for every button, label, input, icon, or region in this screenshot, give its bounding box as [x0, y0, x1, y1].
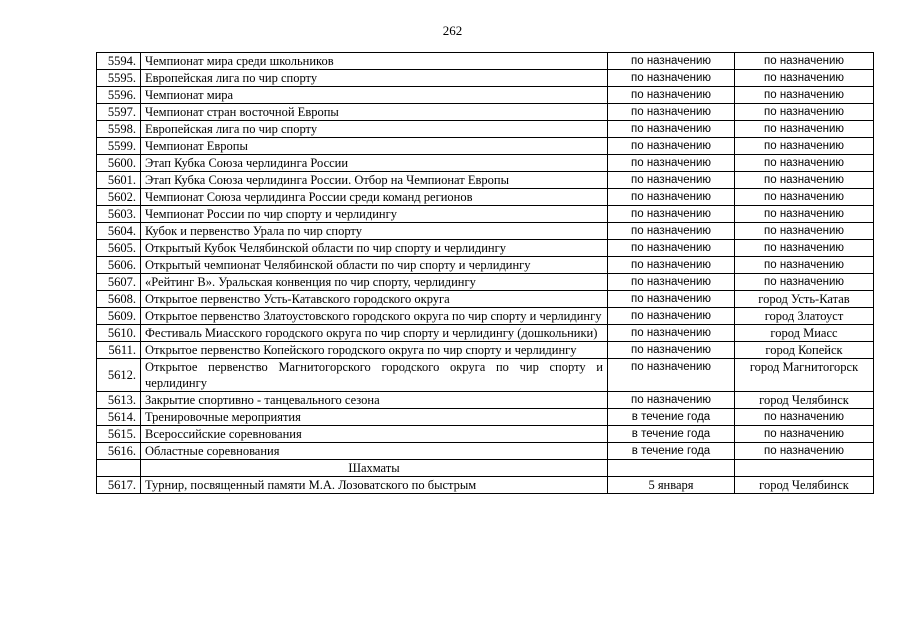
table-row — [97, 223, 874, 240]
event-name: Европейская лига по чир спорту — [141, 70, 608, 87]
table-row — [97, 409, 874, 426]
event-place: город Магнитогорск — [735, 359, 874, 392]
event-date-empty — [608, 460, 735, 477]
event-place: по назначению — [735, 70, 874, 87]
event-date: по назначению — [608, 325, 735, 342]
row-number: 5595. — [97, 70, 141, 87]
row-number: 5594. — [97, 53, 141, 70]
event-date: по назначению — [608, 53, 735, 70]
event-place: по назначению — [735, 240, 874, 257]
table-row — [97, 426, 874, 443]
event-place: по назначению — [735, 138, 874, 155]
event-date: по назначению — [608, 70, 735, 87]
section-title: Шахматы — [141, 460, 608, 477]
row-number-empty — [97, 460, 141, 477]
row-number: 5608. — [97, 291, 141, 308]
row-number: 5610. — [97, 325, 141, 342]
event-date: в течение года — [608, 426, 735, 443]
event-date: по назначению — [608, 206, 735, 223]
event-date: по назначению — [608, 392, 735, 409]
event-place: город Копейск — [735, 342, 874, 359]
section-row — [97, 460, 874, 477]
events-table — [96, 52, 874, 494]
event-name: Европейская лига по чир спорту — [141, 121, 608, 138]
row-number: 5616. — [97, 443, 141, 460]
row-number: 5603. — [97, 206, 141, 223]
event-name: Открытое первенство Усть-Катавского городского округа — [141, 291, 608, 308]
event-place: по назначению — [735, 53, 874, 70]
row-number: 5597. — [97, 104, 141, 121]
page-number: 262 — [442, 23, 463, 38]
row-number: 5617. — [97, 477, 141, 494]
event-date: в течение года — [608, 409, 735, 426]
row-number: 5613. — [97, 392, 141, 409]
row-number: 5611. — [97, 342, 141, 359]
event-place: город Челябинск — [735, 477, 874, 494]
row-number: 5614. — [97, 409, 141, 426]
event-name: Чемпионат Европы — [141, 138, 608, 155]
table-row — [97, 53, 874, 70]
table-row — [97, 155, 874, 172]
event-date: по назначению — [608, 87, 735, 104]
event-name: Чемпионат Союза черлидинга России среди команд регионов — [141, 189, 608, 206]
event-place: по назначению — [735, 121, 874, 138]
event-place: город Миасс — [735, 325, 874, 342]
event-name: Областные соревнования — [141, 443, 608, 460]
event-place: по назначению — [735, 443, 874, 460]
event-name: Всероссийские соревнования — [141, 426, 608, 443]
table-row — [97, 138, 874, 155]
event-name: Чемпионат мира — [141, 87, 608, 104]
event-date: по назначению — [608, 291, 735, 308]
event-place-empty — [735, 460, 874, 477]
event-date: по назначению — [608, 104, 735, 121]
event-place: по назначению — [735, 274, 874, 291]
event-date: по назначению — [608, 138, 735, 155]
table-row — [97, 308, 874, 325]
event-place: по назначению — [735, 426, 874, 443]
event-name: «Рейтинг В». Уральская конвенция по чир спорту, черлидингу — [141, 274, 608, 291]
row-number: 5600. — [97, 155, 141, 172]
event-date: по назначению — [608, 223, 735, 240]
event-place: по назначению — [735, 87, 874, 104]
row-number: 5607. — [97, 274, 141, 291]
event-name: Чемпионат стран восточной Европы — [141, 104, 608, 121]
event-date: по назначению — [608, 257, 735, 274]
row-number: 5601. — [97, 172, 141, 189]
event-name: Открытое первенство Магнитогорского городского округа по чир спорту и черлидингу — [141, 359, 608, 392]
event-place: по назначению — [735, 172, 874, 189]
event-name: Кубок и первенство Урала по чир спорту — [141, 223, 608, 240]
row-number: 5612. — [97, 359, 141, 392]
table-row — [97, 274, 874, 291]
row-number: 5605. — [97, 240, 141, 257]
table-row — [97, 172, 874, 189]
event-date: по назначению — [608, 189, 735, 206]
table-row — [97, 359, 874, 392]
event-name: Открытый Кубок Челябинской области по чир спорту и черлидингу — [141, 240, 608, 257]
row-number: 5615. — [97, 426, 141, 443]
event-place: по назначению — [735, 257, 874, 274]
event-date: по назначению — [608, 359, 735, 392]
row-number: 5602. — [97, 189, 141, 206]
event-place: город Златоуст — [735, 308, 874, 325]
event-name: Этап Кубка Союза черлидинга России. Отбор на Чемпионат Европы — [141, 172, 608, 189]
table-row — [97, 477, 874, 494]
row-number: 5599. — [97, 138, 141, 155]
table-row — [97, 70, 874, 87]
event-place: по назначению — [735, 206, 874, 223]
event-name: Фестиваль Миасского городского округа по чир спорту и черлидингу (дошкольники) — [141, 325, 608, 342]
row-number: 5609. — [97, 308, 141, 325]
event-name: Закрытие спортивно - танцевального сезона — [141, 392, 608, 409]
table-row — [97, 257, 874, 274]
table-row — [97, 342, 874, 359]
event-name: Открытое первенство Копейского городского округа по чир спорту и черлидингу — [141, 342, 608, 359]
event-place: город Челябинск — [735, 392, 874, 409]
event-date: по назначению — [608, 342, 735, 359]
event-place: по назначению — [735, 409, 874, 426]
event-date: по назначению — [608, 240, 735, 257]
table-row — [97, 189, 874, 206]
event-name: Открытое первенство Златоустовского городского округа по чир спорту и черлидингу — [141, 308, 608, 325]
event-date: по назначению — [608, 155, 735, 172]
table-row — [97, 121, 874, 138]
event-date: по назначению — [608, 274, 735, 291]
event-name: Тренировочные мероприятия — [141, 409, 608, 426]
event-place: город Усть-Катав — [735, 291, 874, 308]
event-place: по назначению — [735, 155, 874, 172]
event-date: по назначению — [608, 308, 735, 325]
event-date: 5 января — [608, 477, 735, 494]
row-number: 5598. — [97, 121, 141, 138]
table-row — [97, 291, 874, 308]
event-name: Чемпионат России по чир спорту и черлидингу — [141, 206, 608, 223]
event-place: по назначению — [735, 189, 874, 206]
row-number: 5604. — [97, 223, 141, 240]
event-place: по назначению — [735, 223, 874, 240]
table-row — [97, 325, 874, 342]
table-row — [97, 87, 874, 104]
event-date: в течение года — [608, 443, 735, 460]
row-number: 5606. — [97, 257, 141, 274]
table-row — [97, 392, 874, 409]
event-name: Открытый чемпионат Челябинской области по чир спорту и черлидингу — [141, 257, 608, 274]
table-row — [97, 206, 874, 223]
event-name: Этап Кубка Союза черлидинга России — [141, 155, 608, 172]
event-date: по назначению — [608, 172, 735, 189]
table-row — [97, 104, 874, 121]
table-row — [97, 240, 874, 257]
table-row — [97, 443, 874, 460]
event-date: по назначению — [608, 121, 735, 138]
event-name: Чемпионат мира среди школьников — [141, 53, 608, 70]
event-name: Турнир, посвященный памяти М.А. Лозоватского по быстрым — [141, 477, 608, 494]
row-number: 5596. — [97, 87, 141, 104]
event-place: по назначению — [735, 104, 874, 121]
